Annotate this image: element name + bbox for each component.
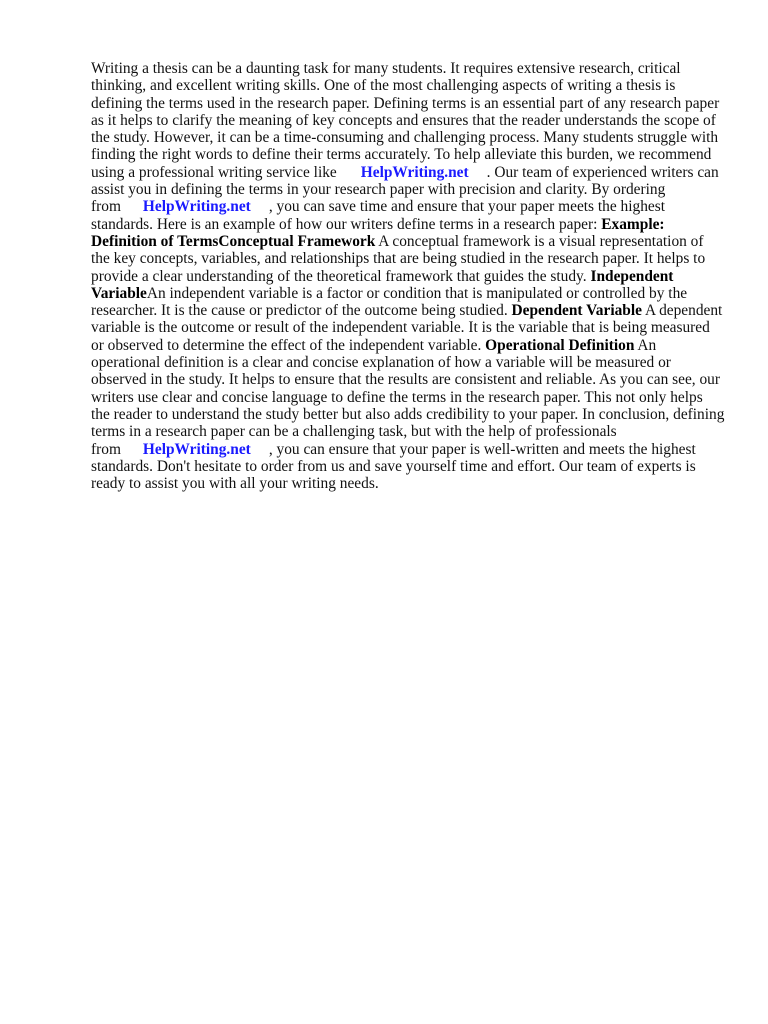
helpwriting-link-3[interactable]: HelpWriting.net xyxy=(142,440,251,458)
helpwriting-link-1[interactable]: HelpWriting.net xyxy=(360,163,469,181)
document-paragraph xyxy=(91,60,725,492)
document-body xyxy=(91,60,725,492)
helpwriting-link-2[interactable]: HelpWriting.net xyxy=(142,198,251,216)
definition-independent-variable: An independent variable is a factor or condition that is manipulated or controlled by the researcher. It is the cause or predictor of the outcome being studied. xyxy=(91,284,688,320)
term-conceptual-framework: Conceptual Framework xyxy=(218,232,376,250)
closing-text: , you can ensure that your paper is well-written and meets the highest standards. Don't hesitate to order from us and save yourself time and effort. Our team of experts is ready to assist you with all your writing needs. xyxy=(91,440,696,493)
term-dependent-variable: Dependent Variable xyxy=(511,302,642,320)
definition-conceptual-framework: A conceptual framework is a visual representation of the key concepts, variables, and relationships that are being studied in the research paper. It helps to provide a clear understanding of the theoretical framework that guides the study. xyxy=(91,232,706,285)
definition-operational-definition: An operational definition is a clear and concise explanation of how a variable will be measured or observed in the study. It helps to ensure that the results are consistent and reliable. As you can see, our writers use clear and concise language to define the terms in the research paper. This not only helps the reader to understand the study better but also adds credibility to your paper. In conclusion, defining terms in a research paper can be a challenging task, but with the help of professionals from xyxy=(91,336,725,458)
intro-text-1: Writing a thesis can be a daunting task for many students. It requires extensive research, critical thinking, and excellent writing skills. One of the most challenging aspects of writing a thesis is defining the terms used in the research paper. Defining terms is an essential part of any research paper as it helps to clarify the meaning of key concepts and ensures that the reader understands the scope of the study. However, it can be a time-consuming and challenging process. Many students struggle with finding the right words to define their terms accurately. To help alleviate this burden, we recommend using a professional writing service like xyxy=(91,60,720,181)
example-heading: Example: Definition of Terms xyxy=(91,215,665,250)
intro-text-3: , you can save time and ensure that your paper meets the highest standards. Here is an example of how our writers define terms in a research paper: xyxy=(91,198,665,233)
intro-text-2: . Our team of experienced writers can assist you in defining the terms in your research paper with precision and clarity. By ordering from xyxy=(91,163,719,216)
definition-dependent-variable: A dependent variable is the outcome or result of the independent variable. It is the variable that is being measured or observed to determine the effect of the independent variable. xyxy=(91,302,723,354)
term-independent-variable: Independent Variable xyxy=(91,267,674,302)
term-operational-definition: Operational Definition xyxy=(485,336,635,354)
